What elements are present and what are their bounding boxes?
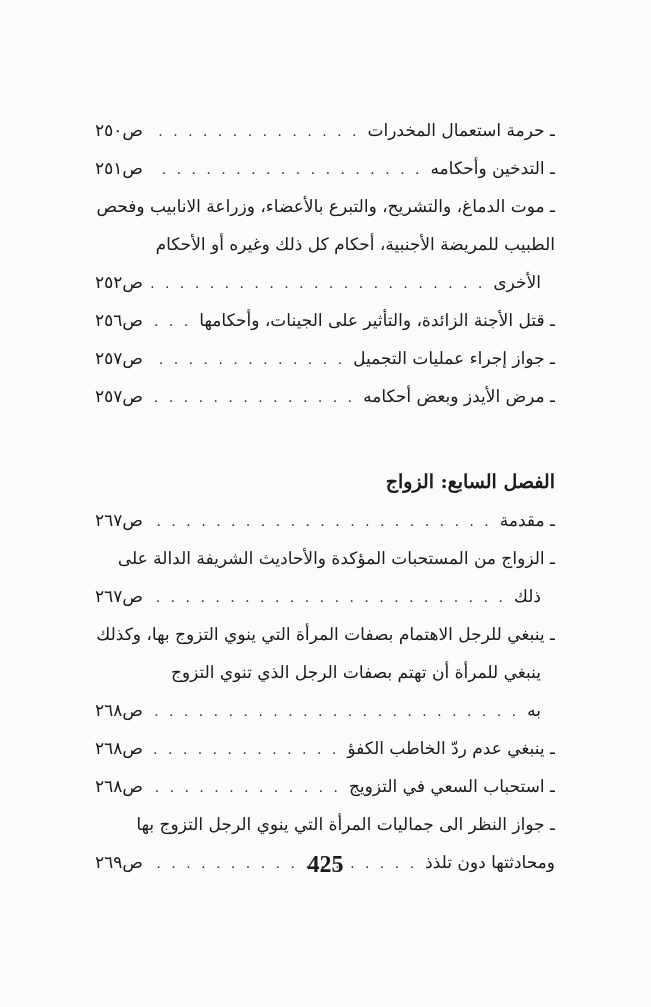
entry-title-continued: الطبيب للمريضة الأجنبية، أحكام كل ذلك وغيره أو الأحكام: [155, 235, 555, 255]
entry-title-continued: ومحادثتها دون تلذذ: [425, 853, 555, 873]
entry-title-continued: الأخرى: [493, 273, 541, 293]
entry-page: ص٢٥٢: [95, 273, 143, 293]
toc-entry-brain-death-line3: [95, 264, 555, 302]
toc-entry-drugs: [95, 112, 555, 150]
dot-leader: [151, 265, 485, 302]
toc-entry-qualities-line2: [95, 654, 555, 692]
toc-entry-looking-line1: [95, 806, 555, 844]
toc-entry-marriage-line1: [95, 540, 555, 578]
entry-page: ص٢٦٧: [95, 511, 143, 531]
toc-entry-marriage-line2: [95, 578, 555, 616]
toc-entry-matchmaking: [95, 768, 555, 806]
entry-page: ص٢٦٨: [95, 701, 143, 721]
toc-entry-qualities-line3: [95, 692, 555, 730]
entry-page: ص٢٥٦: [95, 311, 143, 331]
entry-title-continued: ينبغي للمرأة أن تهتم بصفات الرجل الذي تنوي التزوج: [170, 663, 541, 683]
entry-title: ـ مرض الأيدز وبعض أحكامه: [363, 387, 555, 407]
entry-title: ـ استحباب السعي في التزويج: [348, 777, 555, 797]
entry-title: ـ جواز النظر الى جماليات المرأة التي ينوي الرجل التزوج بها: [136, 815, 555, 835]
dot-leader: [151, 303, 191, 340]
entry-title: ـ الزواج من المستحبات المؤكدة والأحاديث الشريفة الدالة على: [117, 549, 555, 569]
dot-leader: [151, 503, 492, 540]
entry-title-continued: ذلك: [513, 587, 541, 607]
dot-leader: [151, 579, 506, 616]
entry-page: ص٢٦٩: [95, 853, 143, 873]
entry-page: ص٢٦٨: [95, 777, 143, 797]
section-gap: [95, 416, 555, 462]
entry-title: ـ جواز إجراء عمليات التجميل: [353, 349, 555, 369]
page-number: 425: [307, 852, 344, 878]
toc-entry-brain-death-line1: [95, 188, 555, 226]
dot-leader: [151, 769, 341, 806]
toc-entry-smoking: [95, 150, 555, 188]
dot-leader: [151, 341, 345, 378]
dot-leader: [151, 151, 422, 188]
toc-entry-suitor: [95, 730, 555, 768]
entry-title: ـ ينبغي للرجل الاهتمام بصفات المرأة التي ينوي التزوج بها، وكذلك: [96, 625, 555, 645]
entry-page: ص٢٦٨: [95, 739, 143, 759]
toc-entry-qualities-line1: [95, 616, 555, 654]
table-of-contents: [95, 112, 555, 882]
entry-title: ـ التدخين وأحكامه: [430, 159, 555, 179]
toc-entry-embryos: [95, 302, 555, 340]
entry-title: ـ حرمة استعمال المخدرات: [367, 121, 555, 141]
entry-title: ـ موت الدماغ، والتشريح، والتبرع بالأعضاء، وزراعة الانابيب وفحص: [96, 197, 555, 217]
dot-leader: [151, 113, 360, 150]
entry-page: ص٢٥٠: [95, 121, 143, 141]
entry-title: ـ ينبغي عدم ردّ الخاطب الكفؤ: [347, 739, 555, 759]
dot-leader: [151, 731, 339, 768]
entry-page: ص٢٥٧: [95, 387, 143, 407]
toc-entry-aids: [95, 378, 555, 416]
entry-page: ص٢٥٧: [95, 349, 143, 369]
entry-page: ص٢٥١: [95, 159, 143, 179]
toc-entry-cosmetic: [95, 340, 555, 378]
entry-page: ص٢٦٧: [95, 587, 143, 607]
toc-entry-introduction: [95, 502, 555, 540]
toc-entry-brain-death-line2: [95, 226, 555, 264]
entry-title: ـ قتل الأجنة الزائدة، والتأثير على الجينات، وأحكامها: [199, 311, 555, 331]
dot-leader: [151, 379, 355, 416]
entry-title: ـ مقدمة: [499, 511, 555, 531]
dot-leader: [151, 693, 519, 730]
chapter-heading: الفصل السابع: الزواج: [385, 471, 555, 493]
entry-title-continued: به: [527, 701, 541, 721]
